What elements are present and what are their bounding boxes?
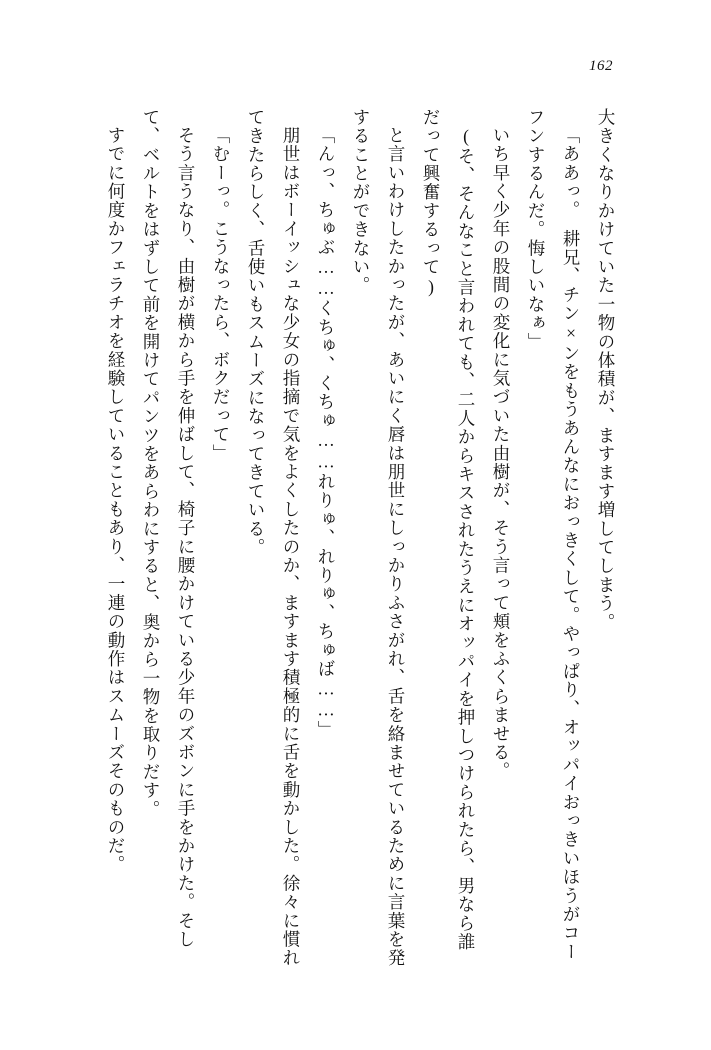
paragraph: 「んっ、ちゅぶ……くちゅ、くちゅ……れりゅ、れりゅ、ちゅば……」 <box>316 125 336 739</box>
paragraph: 大きくなりかけていた一物の体積が、ますます増してしまう。 <box>596 108 616 632</box>
paragraph: すでに何度かフェラチオを経験していることもあり、一連の動作はスムーズそのものだ。 <box>106 125 126 874</box>
paragraph: いち早く少年の股間の変化に気づいた由樹が、そう言って頬をふくらませる。 <box>491 125 511 780</box>
paragraph: 朋世はボーイッシュな少女の指摘で気をよくしたのか、ますます積極的に舌を動かした。徐々に慣れてきたらしく、舌使いもスムーズになってきている。 <box>246 108 301 967</box>
paragraph: と言いわけしたかったが、あいにく唇は朋世にしっかりふさがれ、舌を絡ませているために言葉を発することができない。 <box>351 108 406 967</box>
page-text-body <box>52 108 623 968</box>
paragraph: (そ、そんなこと言われても、二人からキスされたうえにオッパイを押しつけられたら、男なら誰だって興奮するって) <box>421 108 476 951</box>
page-number: 162 <box>589 58 613 74</box>
paragraph: 「むーっ。こうなったら、ボクだって」 <box>211 125 231 463</box>
paragraph: 「ああっ。 耕兄、チン×ンをもうあんなにおっきくして。やっぱり、オッパイおっきいほうがコーフンするんだ。悔しいなぁ」 <box>526 108 581 961</box>
paragraph: そう言うなり、由樹が横から手を伸ばして、椅子に腰かけている少年のズボンに手をかけた。そして、ベルトをはずして前を開けてパンツをあらわにすると、奥から一物を取りだす。 <box>141 108 196 949</box>
